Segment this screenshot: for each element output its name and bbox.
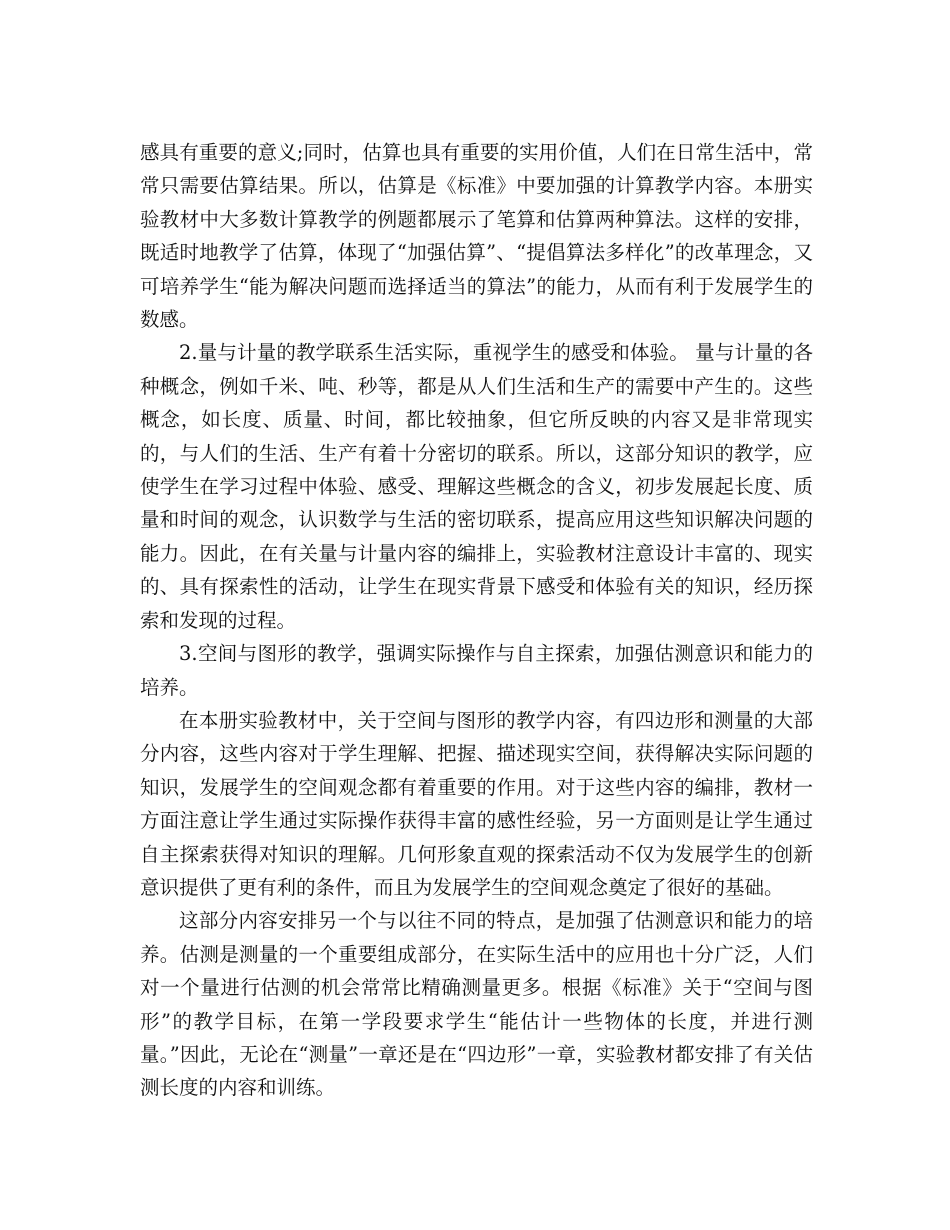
paragraph-measurement-teaching: 2.量与计量的教学联系生活实际，重视学生的感受和体验。 量与计量的各种概念，例如千米、吨、秒等，都是从人们生活和生产的需要中产生的。这些概念，如长度、质量、时间，都比较抽象，但它所反映的内容又是非常现实的，与人们的生活、生产有着十分密切的联系。所以，这部分知识的教学，应使学生在学习过程中体验、感受、理解这些概念的含义，初步发展起长度、质量和时间的观念，认识数学与生活的密切联系，提高应用这些知识解决问题的能力。因此，在有关量与计量内容的编排上，实验教材注意设计丰富的、现实的、具有探索性的活动，让学生在现实背景下感受和体验有关的知识，经历探索和发现的过程。 <box>140 341 813 632</box>
paragraph-estimation-training: 这部分内容安排另一个与以往不同的特点，是加强了估测意识和能力的培养。估测是测量的一个重要组成部分，在实际生活中的应用也十分广泛，人们对一个量进行估测的机会常常比精确测量更多。根据《标准》关于“空间与图形”的教学目标，在第一学段要求学生“能估计一些物体的长度，并进行测量。”因此，无论在“测量”一章还是在“四边形”一章，实验教材都安排了有关估测长度的内容和训练。 <box>140 909 813 1100</box>
paragraph-space-and-shape-heading: 3.空间与图形的教学，强调实际操作与自主探索，加强估测意识和能力的培养。 <box>140 642 813 699</box>
paragraph-space-and-shape-content: 在本册实验教材中，关于空间与图形的教学内容，有四边形和测量的大部分内容，这些内容对于学生理解、把握、描述现实空间，获得解决实际问题的知识，发展学生的空间观念都有着重要的作用。对于这些内容的编排，教材一方面注意让学生通过实际操作获得丰富的感性经验，另一方面则是让学生通过自主探索获得对知识的理解。几何形象直观的探索活动不仅为发展学生的创新意识提供了更有利的条件，而且为发展学生的空间观念奠定了很好的基础。 <box>140 708 813 899</box>
paragraph-continuation: 感具有重要的意义;同时，估算也具有重要的实用价值，人们在日常生活中，常常只需要估算结果。所以，估算是《标准》中要加强的计算教学内容。本册实验教材中大多数计算教学的例题都展示了笔算和估算两种算法。这样的安排，既适时地教学了估算，体现了“加强估算”、“提倡算法多样化”的改革理念，又可培养学生“能为解决问题而选择适当的算法”的能力，从而有利于发展学生的数感。 <box>140 141 813 332</box>
